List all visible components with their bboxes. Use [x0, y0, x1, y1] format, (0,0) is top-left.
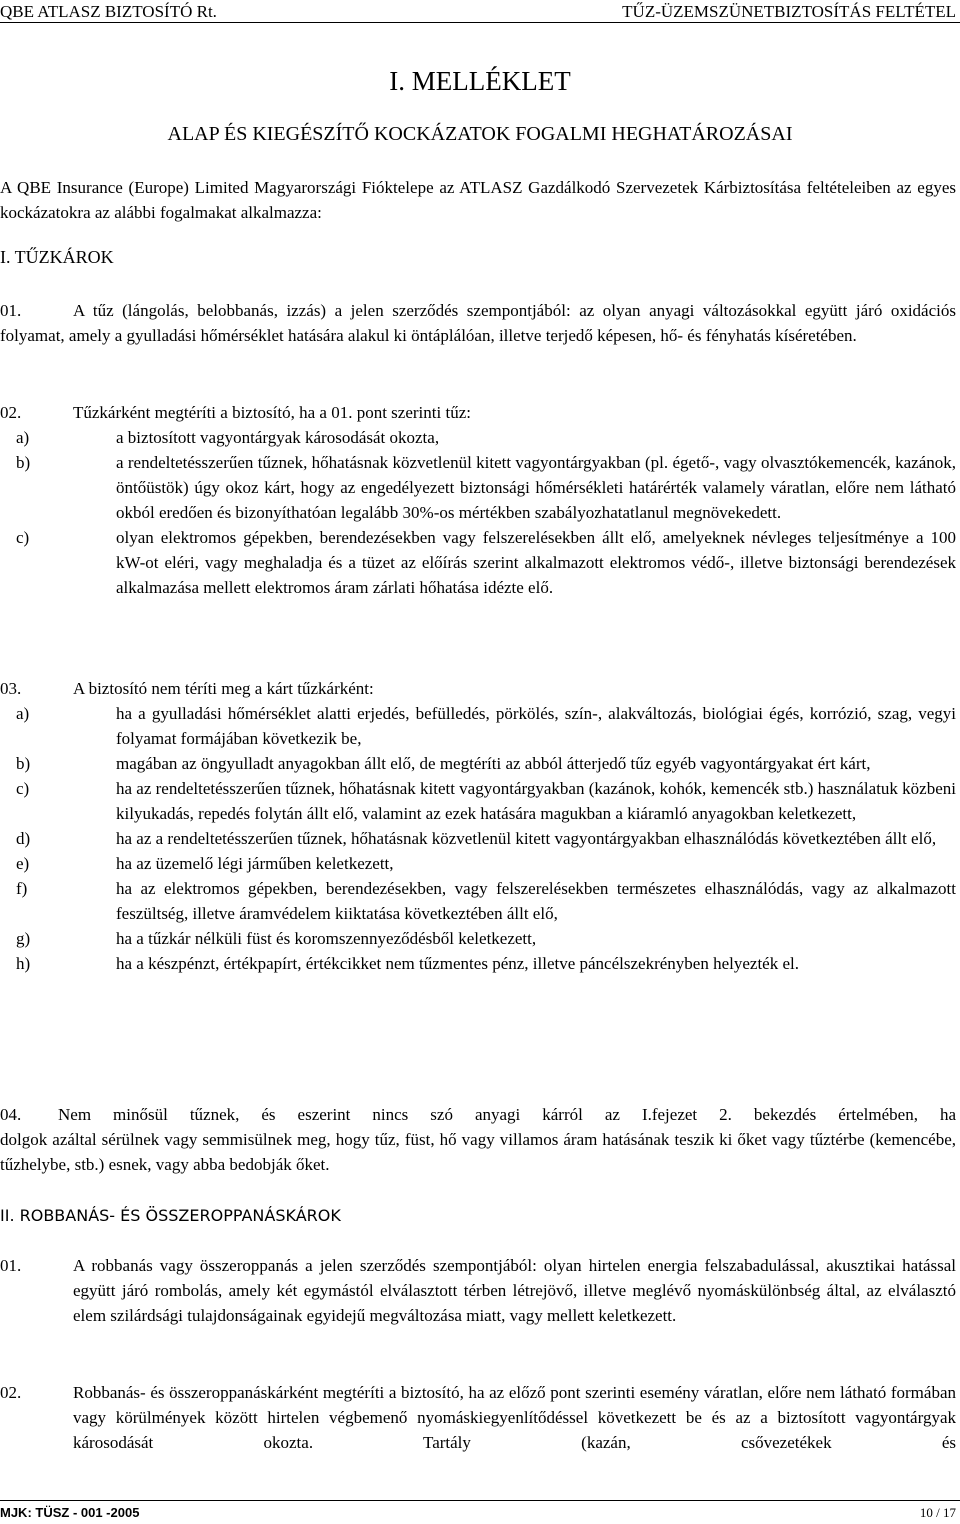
list-item-label: b): [16, 453, 31, 472]
list-item: [0, 851, 956, 876]
section-1-point-03: [0, 676, 956, 976]
section-2-heading: II. ROBBANÁS- ÉS ÖSSZEROPPANÁSKÁROK: [0, 1206, 341, 1225]
list-item: [0, 776, 956, 826]
section-1-point-02: [0, 400, 956, 600]
list-item-text: a rendeltetésszerűen tűznek, hőhatásnak közvetlenül kitett vagyontárgyakban (pl. égető-, vagy olvasztókemencék, kazánok, öntőüstök) úgy okoz kárt, hogy az engedélyezett biztonsági hőmérsékleti határérték valamely váratlan, előre nem látható okból eredően és bizonyíthatóan legalább 30%-os mértékben szabályozhatatlanul megnövekedett.: [116, 453, 956, 522]
list-item-text: a biztosított vagyontárgyak károsodását okozta,: [116, 428, 440, 447]
list-item-text: magában az öngyulladt anyagokban állt elő, de megtéríti az abból átterjedő tűz egyéb vagyontárgyakat ért kárt,: [116, 754, 871, 773]
point-number: 03.: [0, 679, 22, 698]
list-item: [0, 450, 956, 525]
point-lead: A biztosító nem téríti meg a kárt tűzkárként:: [73, 679, 374, 698]
section-1-heading: I. TŰZKÁROK: [0, 247, 114, 267]
list-item-label: a): [16, 428, 30, 447]
footer-page-number: 10 / 17: [919, 1505, 956, 1520]
footer-document-code: MJK: TÜSZ - 001 -2005: [0, 1505, 140, 1520]
list-item-label: g): [16, 929, 31, 948]
section-2-point-01: [0, 1253, 956, 1328]
list-item-text: ha az üzemelő légi járműben keletkezett,: [116, 854, 394, 873]
intro-paragraph: A QBE Insurance (Europe) Limited Magyarországi Fióktelepe az ATLASZ Gazdálkodó Szervezetek Kárbiztosítása feltételeiben az egyes kockázatokra az alábbi fogalmakat alkalmazza:: [0, 178, 956, 222]
list-item-label: c): [16, 779, 30, 798]
page-subtitle: ALAP ÉS KIEGÉSZÍTŐ KOCKÁZATOK FOGALMI HEGHATÁROZÁSAI: [167, 123, 793, 145]
list-item: [0, 701, 956, 751]
page-header: [0, 0, 960, 23]
list-item: [0, 926, 956, 951]
point-item-list: [0, 701, 956, 976]
section-1-point-01: [0, 298, 956, 348]
point-number: 04.: [0, 1105, 22, 1124]
list-item-label: e): [16, 854, 30, 873]
header-company: QBE ATLASZ BIZTOSÍTÓ Rt.: [0, 2, 217, 21]
point-lead: Tűzkárként megtéríti a biztosító, ha a 01. pont szerinti tűz:: [73, 403, 471, 422]
point-number: 01.: [0, 301, 22, 320]
list-item-label: c): [16, 528, 30, 547]
point-text: A tűz (lángolás, belobbanás, izzás) a jelen szerződés szempontjából: az olyan anyagi változásokkal együtt járó oxidációs folyamat, amely a gyulladási hőmérséklet hatására alakul ki öntáplálóan, illetve terjedő képesen, hő- és fényhatás kíséretében.: [0, 301, 956, 345]
list-item-label: d): [16, 829, 31, 848]
section-2-point-02: [0, 1380, 956, 1455]
point-text: A robbanás vagy összeroppanás a jelen szerződés szempontjából: olyan hirtelen energia felszabadulással, akusztikai hatással együtt járó rombolás, amely két egymástól elválasztott térben létrejövő, illetve meglévő nyomáskülönbség által, az elválasztó elem szilárdsági tulajdonságainak egyidejű megváltozása miatt, vagy mellett keletkezett.: [73, 1256, 956, 1325]
list-item: [0, 751, 956, 776]
list-item: [0, 425, 956, 450]
page-footer: [0, 1500, 960, 1520]
header-document-title: TŰZ-ÜZEMSZÜNETBIZTOSÍTÁS FELTÉTEL: [622, 2, 956, 21]
list-item-text: ha a tűzkár nélküli füst és koromszennyeződésből keletkezett,: [116, 929, 537, 948]
section-1-point-04: [0, 1102, 956, 1177]
point-text-first-line: Nem minősül tűznek, és eszerint nincs szó anyagi kárról az I.fejezet 2. bekezdés értelmében, ha: [58, 1105, 956, 1124]
point-text: Robbanás- és összeroppanáskárként megtéríti a biztosító, ha az előző pont szerinti esemény váratlan, előre nem látható formában vagy körülmények között hirtelen végbemenő nyomáskiegyenlítődéssel következett be és az a biztosított vagyontárgyak károsodását okozta. Tartály (kazán, csővezetékek és: [73, 1383, 956, 1452]
list-item: [0, 826, 956, 851]
page-title: I. MELLÉKLET: [389, 66, 571, 96]
point-number: 02.: [0, 403, 22, 422]
list-item-text: ha az rendeltetésszerűen tűznek, hőhatásnak kitett vagyontárgyakban (kazánok, kohók, kemencék stb.) használatuk közbeni kilyukadás, repedés folytán állt elő, valamint az ezek hatására magukban a kiáramló anyagokban keletkezett,: [116, 779, 956, 823]
list-item: [0, 525, 956, 600]
list-item-label: h): [16, 954, 31, 973]
point-item-list: [0, 425, 956, 600]
point-number: 02.: [0, 1383, 22, 1402]
list-item-label: a): [16, 704, 30, 723]
list-item-label: b): [16, 754, 31, 773]
list-item-text: ha az elektromos gépekben, berendezésekben, vagy felszerelésekben természetes elhasználódás, vagy az alkalmazott feszültség, illetve áramvédelem kiiktatása következtében állt elő,: [116, 879, 956, 923]
point-text-rest: dolgok azáltal sérülnek vagy semmisülnek meg, hogy tűz, füst, hő vagy villamos áram hatásának teszik ki őket vagy tűztérbe (kemencébe, tűzhelybe, stb.) esnek, vagy abba bedobják őket.: [0, 1130, 956, 1174]
list-item-label: f): [16, 879, 28, 898]
list-item: [0, 876, 956, 926]
list-item-text: ha az a rendeltetésszerűen tűznek, hőhatásnak közvetlenül kitett vagyontárgyakban elhasználódás következtében állt elő,: [116, 829, 937, 848]
list-item: [0, 951, 956, 976]
point-number: 01.: [0, 1256, 22, 1275]
list-item-text: ha a gyulladási hőmérséklet alatti erjedés, befülledés, pörkölés, szín-, alakváltozás, biológiai égés, korrózió, szag, vegyi folyamat formájában következik be,: [116, 704, 956, 748]
list-item-text: ha a készpénzt, értékpapírt, értékcikket nem tűzmentes pénz, illetve páncélszekrényben helyezték el.: [116, 954, 799, 973]
list-item-text: olyan elektromos gépekben, berendezésekben vagy felszerelésekben állt elő, amelyeknek névleges teljesítménye a 100 kW-ot eléri, vagy meghaladja és a tüzet az előírás szerint alkalmazott elektromos védő-, illetve biztonsági berendezések alkalmazása mellett elektromos áram zárlati hőhatása idézte elő.: [116, 528, 956, 597]
